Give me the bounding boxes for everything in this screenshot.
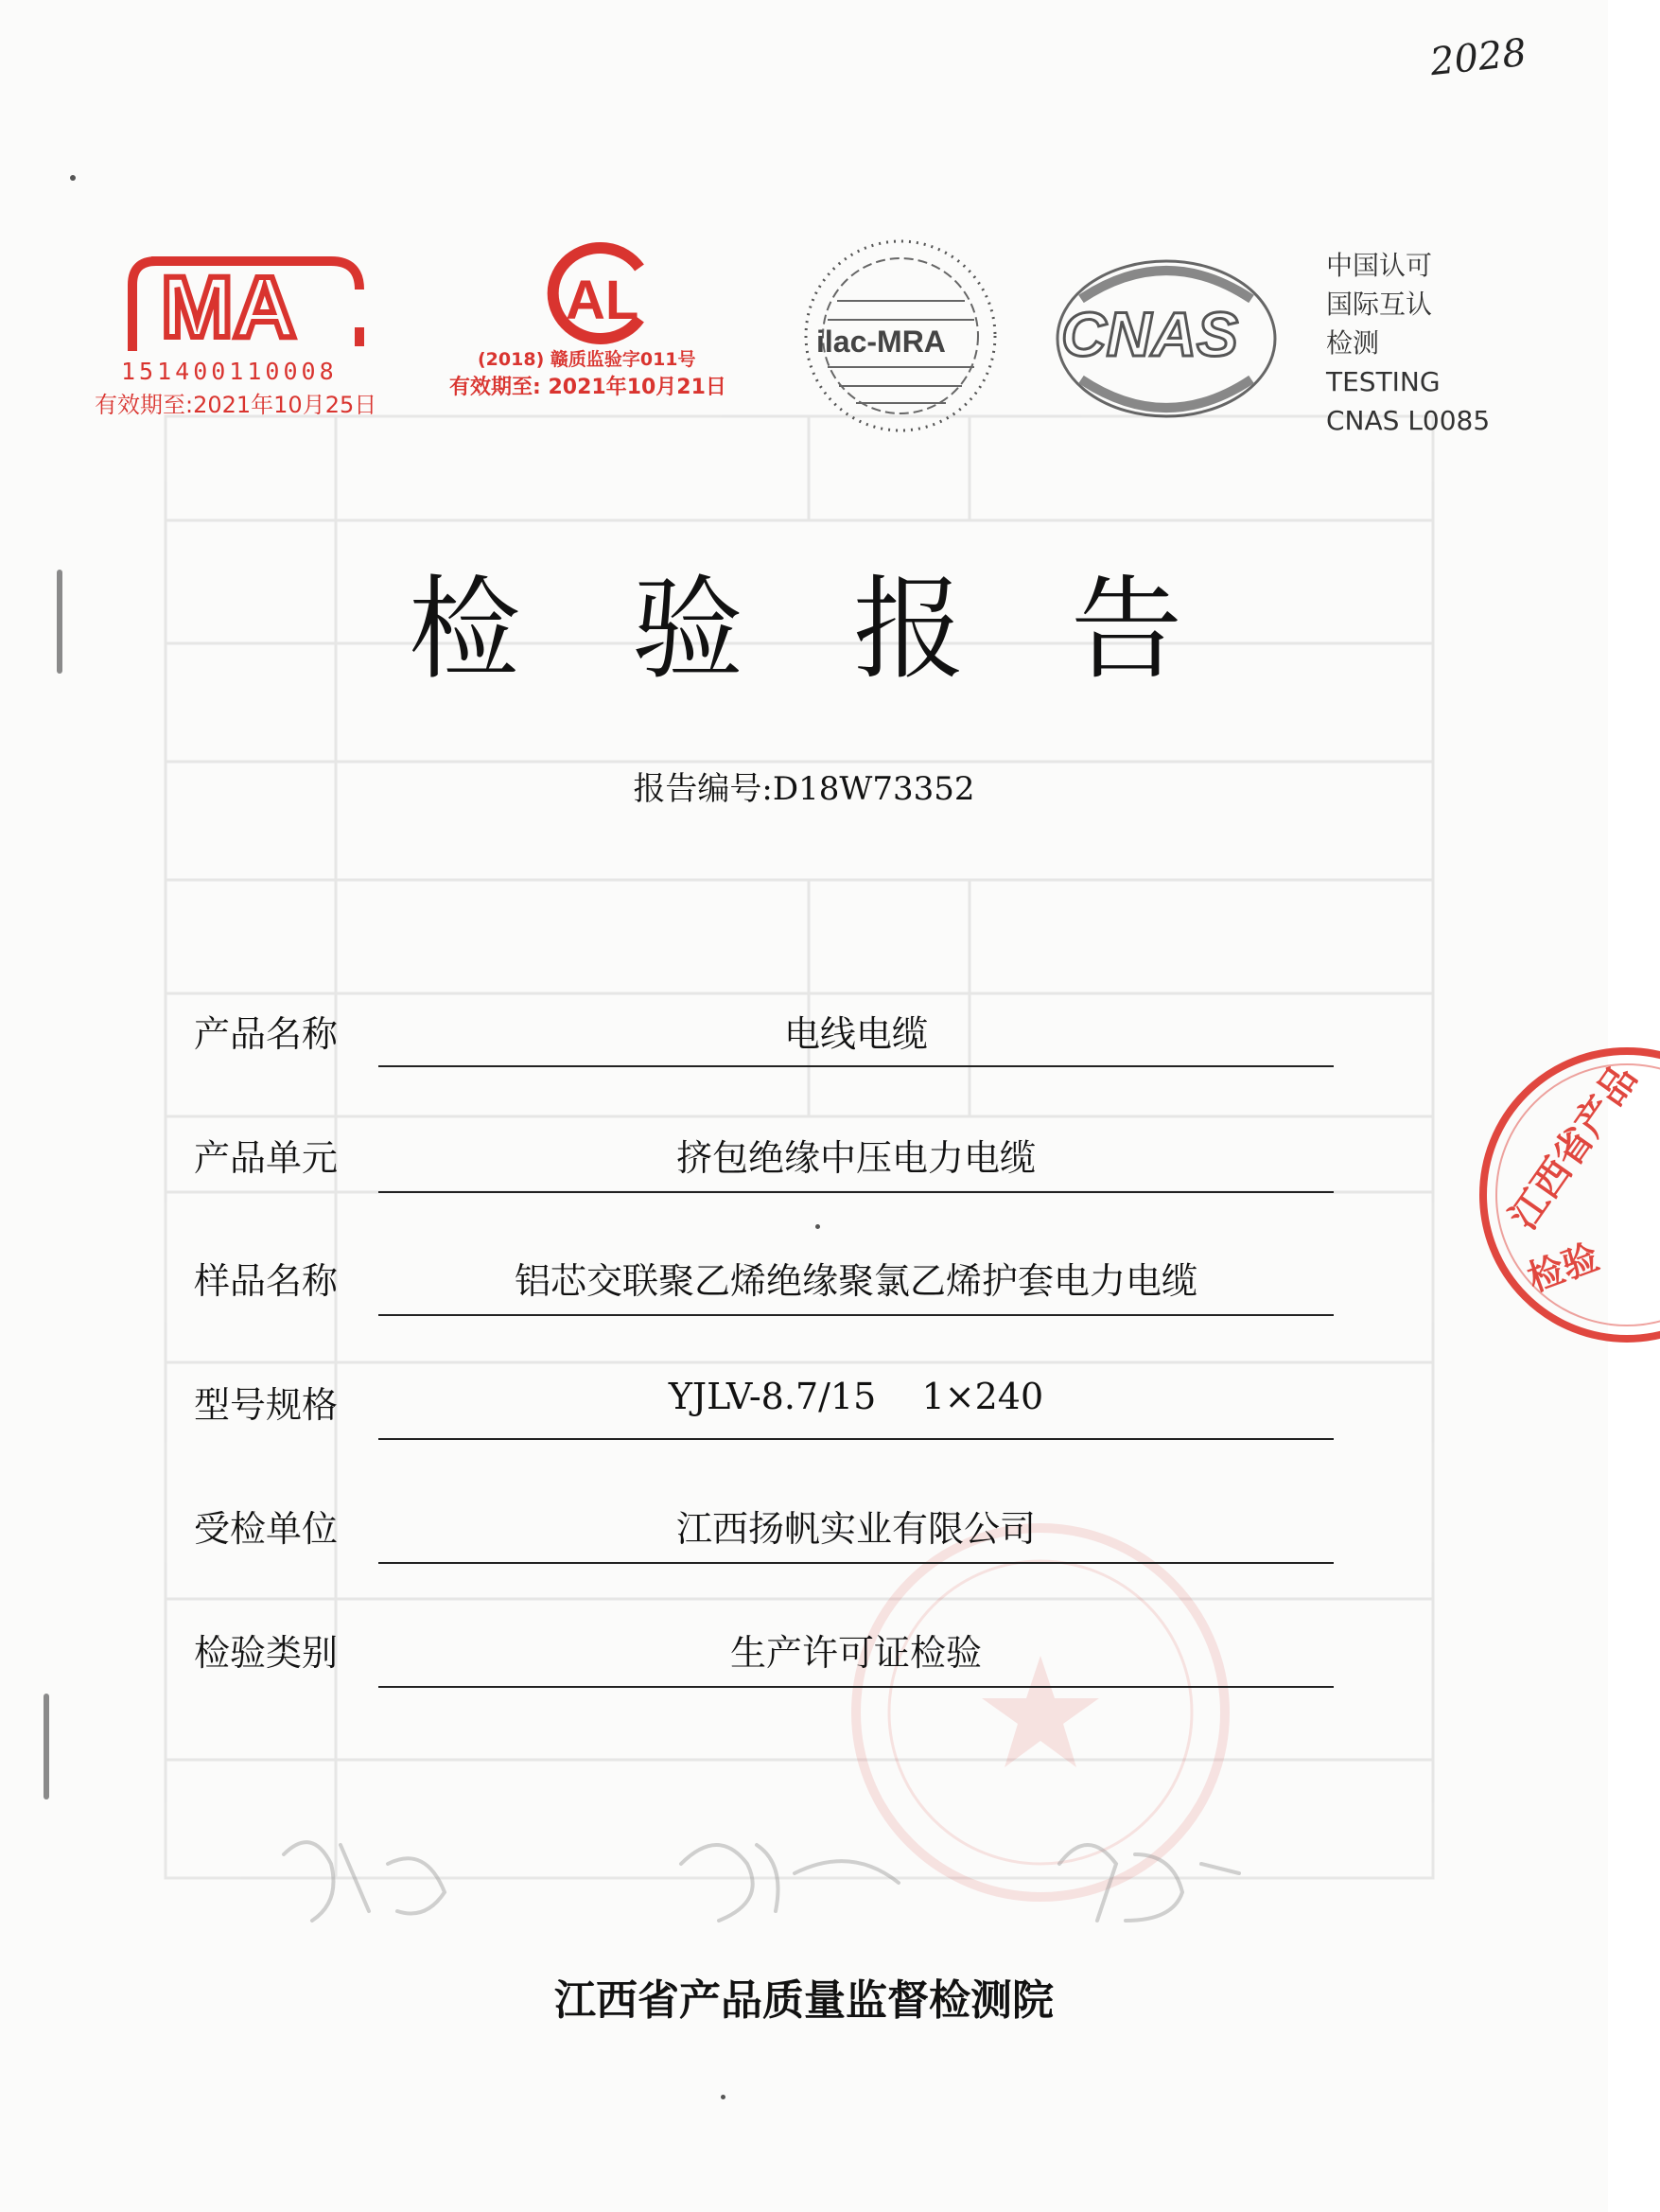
cal-logo-icon	[537, 241, 660, 345]
field-label-inspected-unit: 受检单位	[194, 1508, 339, 1550]
field-value-product-name: 电线电缆	[783, 1013, 928, 1055]
field-value-inspected-unit: 江西扬帆实业有限公司	[675, 1508, 1036, 1550]
signature-bleed-through	[180, 1817, 1315, 1940]
official-seal-icon	[1471, 1039, 1660, 1351]
seal-text-side: 检验	[1522, 1235, 1604, 1300]
ilac-mark: ilac-MRA	[816, 325, 946, 359]
cal-certificate: (2018) 赣质监验字011号	[478, 349, 696, 370]
scan-dust	[721, 2095, 725, 2099]
cnas-line: CNAS L0085	[1326, 405, 1491, 436]
field-label-inspection-type: 检验类别	[194, 1632, 339, 1674]
title-char: 告	[1071, 564, 1183, 694]
field-underline	[378, 1065, 1334, 1067]
field-underline	[378, 1686, 1334, 1688]
report-number	[0, 763, 1608, 809]
field-underline	[378, 1562, 1334, 1564]
cnas-line: 中国认可	[1326, 250, 1433, 281]
cnas-logo-icon	[1048, 252, 1284, 427]
title-char: 验	[632, 564, 744, 694]
cnas-accreditation-text	[1326, 246, 1490, 440]
issuing-institute: 江西省产品质量监督检测院	[554, 1976, 1054, 2025]
field-label-product-unit: 产品单元	[194, 1137, 339, 1179]
ilac-mra-logo-icon	[799, 235, 1003, 438]
cma-code: 151400110008	[121, 358, 338, 385]
cal-validity: 有效期至: 2021年10月21日	[449, 376, 726, 399]
field-underline	[378, 1191, 1334, 1193]
cal-mark: AL	[566, 270, 639, 331]
cnas-line: 检测	[1326, 327, 1380, 359]
cma-mark: MA	[161, 259, 297, 356]
field-value-sample-name: 铝芯交联聚乙烯绝缘聚氯乙烯护套电力电缆	[514, 1260, 1197, 1302]
scan-dust	[70, 175, 76, 181]
report-number-value: D18W73352	[772, 770, 975, 808]
field-label-sample-name: 样品名称	[194, 1260, 339, 1302]
handwritten-mark: 2028	[1427, 30, 1529, 85]
field-label-product-name: 产品名称	[194, 1013, 339, 1055]
field-value-model-spec: YJLV-8.7/15 1×240	[668, 1376, 1044, 1417]
staple	[44, 1694, 49, 1799]
seal-text-top: 江西省产品	[1500, 1057, 1647, 1238]
title-char: 检	[409, 564, 521, 694]
title-char: 报	[853, 564, 966, 694]
cnas-line: TESTING	[1326, 366, 1441, 397]
report-title	[0, 558, 1608, 700]
cma-validity: 有效期至:2021年10月25日	[95, 392, 377, 418]
report-number-label: 报告编号:	[633, 770, 773, 808]
field-value-inspection-type: 生产许可证检验	[729, 1632, 982, 1674]
scan-dust	[815, 1224, 820, 1229]
field-underline	[378, 1438, 1334, 1440]
field-label-model-spec: 型号规格	[194, 1384, 339, 1426]
cnas-line: 国际互认	[1326, 289, 1433, 320]
field-value-product-unit: 挤包绝缘中压电力电缆	[675, 1137, 1036, 1179]
cnas-mark: CNAS	[1061, 299, 1239, 369]
field-underline	[378, 1314, 1334, 1316]
